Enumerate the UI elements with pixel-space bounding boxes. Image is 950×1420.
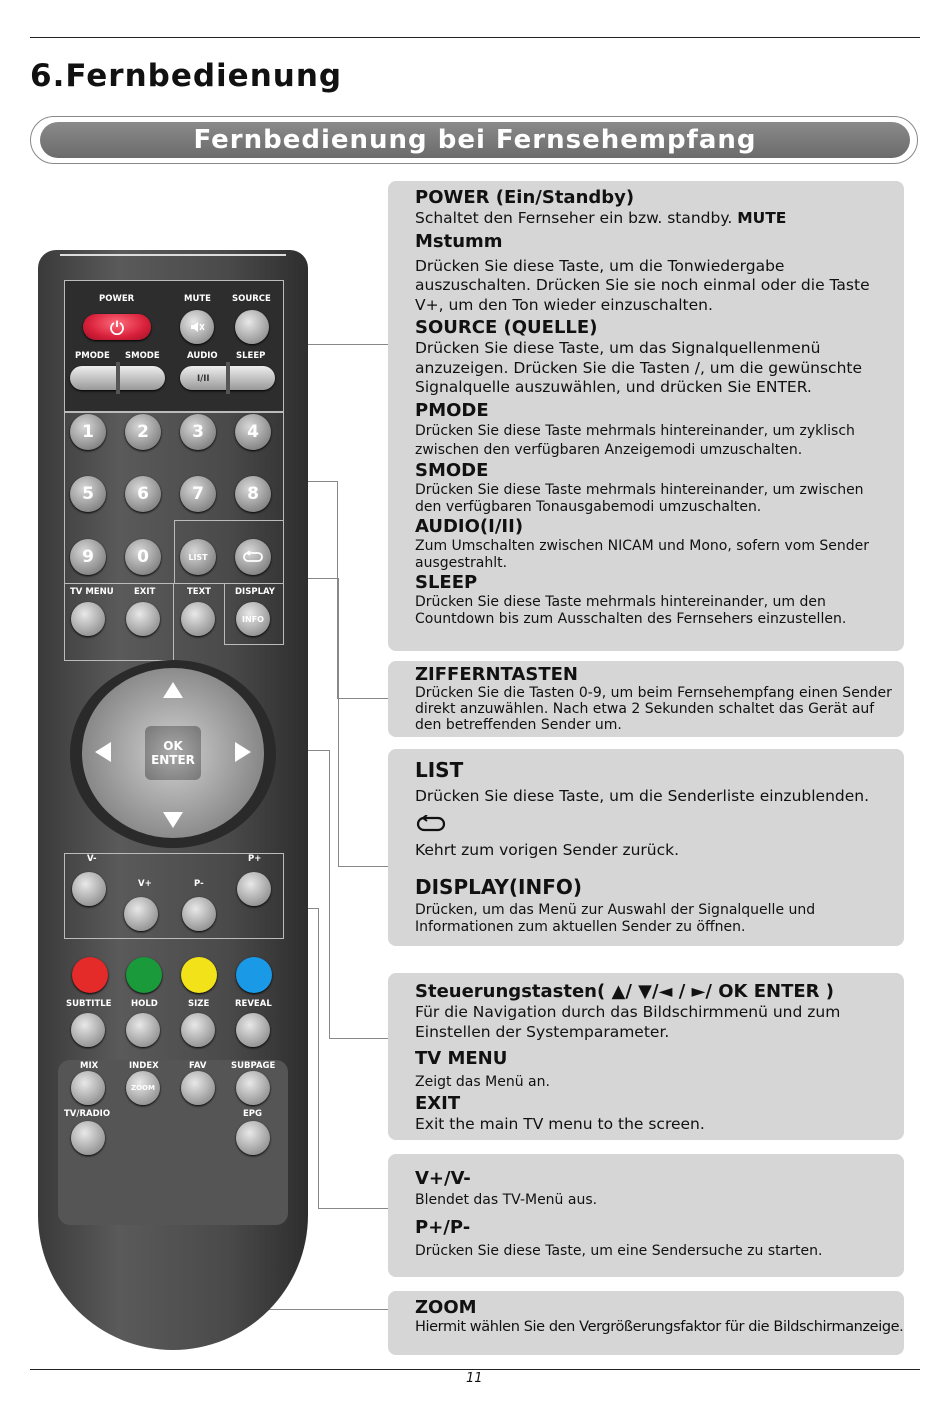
rocker-divider: [116, 362, 120, 394]
audio-heading: AUDIO(I/II): [415, 515, 524, 537]
zoom-label: ZOOM: [131, 1084, 155, 1092]
display-text: Drücken, um das Menü zur Auswahl der Signalquelle und Informationen zum aktuellen Sender zu öffnen.: [415, 902, 816, 935]
smode-text: Drücken Sie diese Taste mehrmals hintereinander, um zwischen den verfügbaren Tonausgabemodi umzuschalten.: [415, 481, 864, 515]
source-text: Drücken Sie diese Taste, um das Signalquellenmenü anzuzeigen. Drücken Sie die Tasten /, um die gewünschte Signalquelle auszuwählen, und drücken Sie ENTER.: [415, 339, 863, 396]
exit-label: EXIT: [134, 587, 156, 597]
audio-label: AUDIO: [187, 351, 218, 361]
program-text: Drücken Sie diese Taste, um eine Sendersuche zu starten.: [415, 1243, 823, 1259]
size-label: SIZE: [188, 999, 210, 1009]
sleep-heading: SLEEP: [415, 571, 478, 593]
digits-heading: ZIFFERNTASTEN: [415, 664, 578, 685]
p-minus-label: P-: [194, 879, 204, 889]
page-title: 6.Fernbedienung: [30, 58, 343, 94]
mute-label: MUTE: [184, 294, 211, 304]
digit-0-button[interactable]: 0: [125, 539, 161, 575]
zoom-heading: ZOOM: [415, 1297, 477, 1318]
digit-2-button[interactable]: 2: [125, 414, 161, 450]
digit-9-button[interactable]: 9: [70, 539, 106, 575]
digit-5-button[interactable]: 5: [70, 476, 106, 512]
index-label: INDEX: [129, 1061, 159, 1071]
exit-button[interactable]: [126, 602, 160, 636]
green-button[interactable]: [126, 957, 162, 993]
program-up-button[interactable]: [237, 872, 271, 906]
hold-label: HOLD: [131, 999, 158, 1009]
subtitle-button[interactable]: [71, 1013, 105, 1047]
yellow-button[interactable]: [181, 957, 217, 993]
ok-label: OK: [163, 739, 183, 753]
nav-up-button[interactable]: [155, 670, 191, 710]
section-banner: Fernbedienung bei Fernsehempfang: [40, 122, 910, 158]
recall-icon: [242, 551, 264, 563]
top-rule: [30, 37, 920, 38]
connector-line: [338, 578, 339, 866]
exit-heading: EXIT: [415, 1093, 461, 1114]
tv-menu-heading: TV MENU: [415, 1048, 508, 1069]
size-button[interactable]: [181, 1013, 215, 1047]
fav-button[interactable]: [181, 1071, 215, 1105]
mute-button[interactable]: [180, 310, 214, 344]
power-button[interactable]: [83, 314, 151, 340]
display-label: DISPLAY: [235, 587, 275, 597]
audio-text: Zum Umschalten zwischen NICAM und Mono, sofern vom Sender ausgestrahlt.: [415, 537, 870, 571]
power-heading: POWER (Ein/Standby): [415, 187, 635, 208]
page-number: 11: [466, 1371, 483, 1386]
digit-1-button[interactable]: 1: [70, 414, 106, 450]
subtitle-label: SUBTITLE: [66, 999, 112, 1009]
connector-line: [337, 698, 388, 699]
epg-label: EPG: [243, 1109, 263, 1119]
zoom-button[interactable]: [126, 1071, 160, 1105]
volume-heading: V+/V-: [415, 1168, 471, 1189]
nav-left-button[interactable]: [88, 732, 118, 772]
v-plus-label: V+: [138, 879, 152, 889]
text-label: TEXT: [187, 587, 211, 597]
reveal-button[interactable]: [236, 1013, 270, 1047]
connector-line: [329, 750, 330, 1038]
subpage-label: SUBPAGE: [231, 1061, 276, 1071]
list-section-box: [388, 749, 904, 946]
arrow-down-icon: [163, 812, 183, 828]
source-label: SOURCE: [232, 294, 271, 304]
program-down-button[interactable]: [182, 897, 216, 931]
pmode-label: PMODE: [75, 351, 110, 361]
source-button[interactable]: [235, 310, 269, 344]
info-label: INFO: [242, 614, 264, 624]
mute-text: Drücken Sie diese Taste, um die Tonwiedergabe auszuschalten. Drücken Sie sie noch einmal oder die Taste V+, um den Ton wieder einzuschalten.: [415, 256, 870, 314]
v-minus-label: V-: [87, 854, 97, 864]
arrow-up-icon: [163, 682, 183, 698]
enter-label: ENTER: [151, 753, 195, 767]
recall-icon: [415, 815, 904, 835]
power-icon: [109, 319, 125, 335]
digit-7-button[interactable]: 7: [180, 476, 216, 512]
connector-line: [318, 1208, 388, 1209]
volume-up-button[interactable]: [124, 897, 158, 931]
navigation-heading: Steuerungstasten( ▲/ ▼/◄ / ►/ OK ENTER ): [415, 981, 835, 1002]
volume-down-button[interactable]: [72, 872, 106, 906]
tv-radio-button[interactable]: [71, 1121, 105, 1155]
tv-menu-label: TV MENU: [70, 587, 114, 597]
connector-line: [329, 1038, 388, 1039]
info-button[interactable]: [236, 602, 270, 636]
mix-label: MIX: [80, 1061, 99, 1071]
program-heading: P+/P-: [415, 1217, 471, 1238]
tv-menu-text: Zeigt das Menü an.: [415, 1074, 550, 1090]
fav-label: FAV: [189, 1061, 207, 1071]
sleep-label: SLEEP: [236, 351, 266, 361]
nav-right-button[interactable]: [228, 732, 258, 772]
digits-text: Drücken Sie die Tasten 0-9, um beim Fernsehempfang einen Sender direkt anzuwählen. Nach etwa 2 Sekunden schaltet das Gerät auf den betreffenden Sender um.: [415, 685, 892, 733]
hold-button[interactable]: [126, 1013, 160, 1047]
power-section-box: [388, 181, 904, 651]
source-heading: SOURCE (QUELLE): [415, 317, 598, 338]
arrow-left-icon: [95, 742, 111, 762]
reveal-label: REVEAL: [235, 999, 272, 1009]
list-button[interactable]: [180, 539, 216, 575]
p-plus-label: P+: [248, 854, 262, 864]
pmode-heading: PMODE: [415, 399, 489, 421]
digit-3-button[interactable]: 3: [180, 414, 216, 450]
epg-button[interactable]: [236, 1121, 270, 1155]
ir-window-edge: [60, 254, 286, 256]
tv-menu-button[interactable]: [71, 602, 105, 636]
mute-inline-heading: MUTE: [737, 209, 787, 227]
volume-section-box: [388, 1154, 904, 1277]
navigation-section-box: [388, 973, 904, 1140]
tv-radio-label: TV/RADIO: [64, 1109, 111, 1119]
mute-icon: [189, 320, 205, 334]
mute-heading: Mstumm: [415, 230, 503, 252]
sleep-text: Drücken Sie diese Taste mehrmals hintereinander, um den Countdown bis zum Ausschalten des Fernsehers einzustellen.: [415, 593, 847, 627]
blue-button[interactable]: [236, 957, 272, 993]
bottom-rule: [30, 1369, 920, 1370]
volume-text: Blendet das TV-Menü aus.: [415, 1192, 598, 1208]
red-button[interactable]: [72, 957, 108, 993]
smode-label: SMODE: [125, 351, 160, 361]
text-button[interactable]: [181, 602, 215, 636]
pmode-text: Drücken Sie diese Taste mehrmals hintereinander, um zyklisch zwischen den verfügbaren Anzeigemodi umzuschalten.: [415, 422, 855, 458]
ok-enter-button[interactable]: [145, 726, 201, 780]
mix-button[interactable]: [71, 1071, 105, 1105]
display-heading: DISPLAY(INFO): [415, 875, 583, 899]
digit-section-box: [388, 661, 904, 737]
smode-heading: SMODE: [415, 459, 489, 481]
nav-down-button[interactable]: [155, 800, 191, 840]
navigation-text: Für die Navigation durch das Bildschirmmenü und zum Einstellen der Systemparameter.: [415, 1003, 841, 1041]
connector-line: [318, 908, 319, 1208]
subpage-button[interactable]: [236, 1071, 270, 1105]
connector-line: [338, 866, 388, 867]
arrow-right-icon: [235, 742, 251, 762]
digit-4-button[interactable]: 4: [235, 414, 271, 450]
list-text: Drücken Sie diese Taste, um die Senderliste einzublenden.: [415, 787, 870, 805]
zoom-text: Hiermit wählen Sie den Vergrößerungsfaktor für die Bildschirmanzeige.: [415, 1319, 904, 1335]
digit-8-button[interactable]: 8: [235, 476, 271, 512]
recall-text: Kehrt zum vorigen Sender zurück.: [415, 840, 680, 859]
power-label: POWER: [99, 294, 135, 304]
zoom-section-box: [388, 1291, 904, 1355]
rocker-divider: [226, 362, 230, 394]
power-text: Schaltet den Fernseher ein bzw. standby. MUTE: [415, 209, 787, 227]
list-label: LIST: [188, 552, 208, 562]
audio-key-label: I/II: [197, 374, 210, 384]
recall-button[interactable]: [235, 539, 271, 575]
exit-text: Exit the main TV menu to the screen.: [415, 1115, 705, 1133]
list-heading: LIST: [415, 758, 464, 782]
digit-6-button[interactable]: 6: [125, 476, 161, 512]
